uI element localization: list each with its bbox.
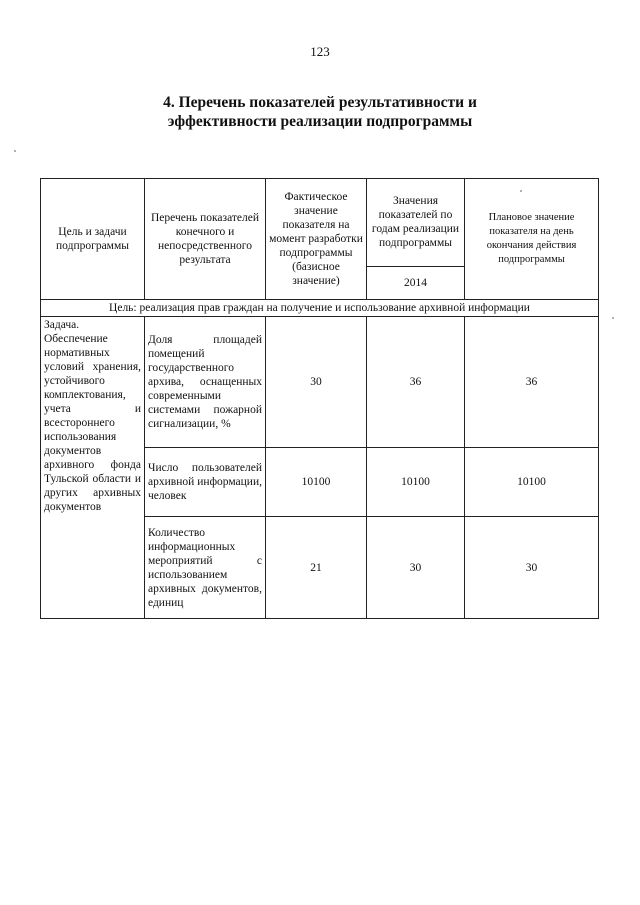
year-2014-value: 10100 (367, 448, 465, 517)
baseline-value: 21 (266, 517, 367, 619)
indicator-text: Число пользователей архивной информации, человек (145, 448, 266, 517)
header-planned: Плановое значение показателя на день окончания действия подпрограммы (465, 179, 599, 300)
year-2014-value: 30 (367, 517, 465, 619)
section-title-line-1: 4. Перечень показателей результативности и (163, 94, 477, 111)
scan-speck (520, 190, 522, 192)
page-number: 123 (310, 44, 330, 59)
indicator-text: Доля площадей помещений государственного архива, оснащенных современными системами пожарной сигнализации, % (145, 317, 266, 448)
section-title-line-2: эффективности реализации подпрограммы (167, 113, 473, 130)
planned-value: 30 (465, 517, 599, 619)
header-year: 2014 (367, 266, 465, 300)
goal-text: Цель: реализация прав граждан на получение и использование архивной информации (41, 300, 599, 317)
planned-value: 10100 (465, 448, 599, 517)
baseline-value: 10100 (266, 448, 367, 517)
year-2014-value: 36 (367, 317, 465, 448)
goal-row (41, 300, 599, 317)
indicators-table (40, 178, 599, 619)
table-row (41, 317, 599, 448)
indicator-text: Количество информационных мероприятий с использованием архивных документов, единиц (145, 517, 266, 619)
header-yearly-values: Значения показателей по годам реализации подпрограммы (367, 179, 465, 267)
scan-speck (14, 150, 16, 152)
header-goals-tasks: Цель и задачи подпрограммы (41, 179, 145, 300)
header-row (41, 179, 599, 267)
baseline-value: 30 (266, 317, 367, 448)
header-baseline: Фактическое значение показателя на момент разработки подпрограммы (базисное значение) (266, 179, 367, 300)
header-indicators: Перечень показателей конечного и непосредственного результата (145, 179, 266, 300)
planned-value: 36 (465, 317, 599, 448)
scan-speck (612, 317, 614, 319)
section-title (0, 93, 640, 131)
task-text: Задача. Обеспечение нормативных условий хранения, устойчивого комплектования, учета и всестороннего использования документов архивного фонда Тульской области и других архивных документов (41, 317, 145, 619)
